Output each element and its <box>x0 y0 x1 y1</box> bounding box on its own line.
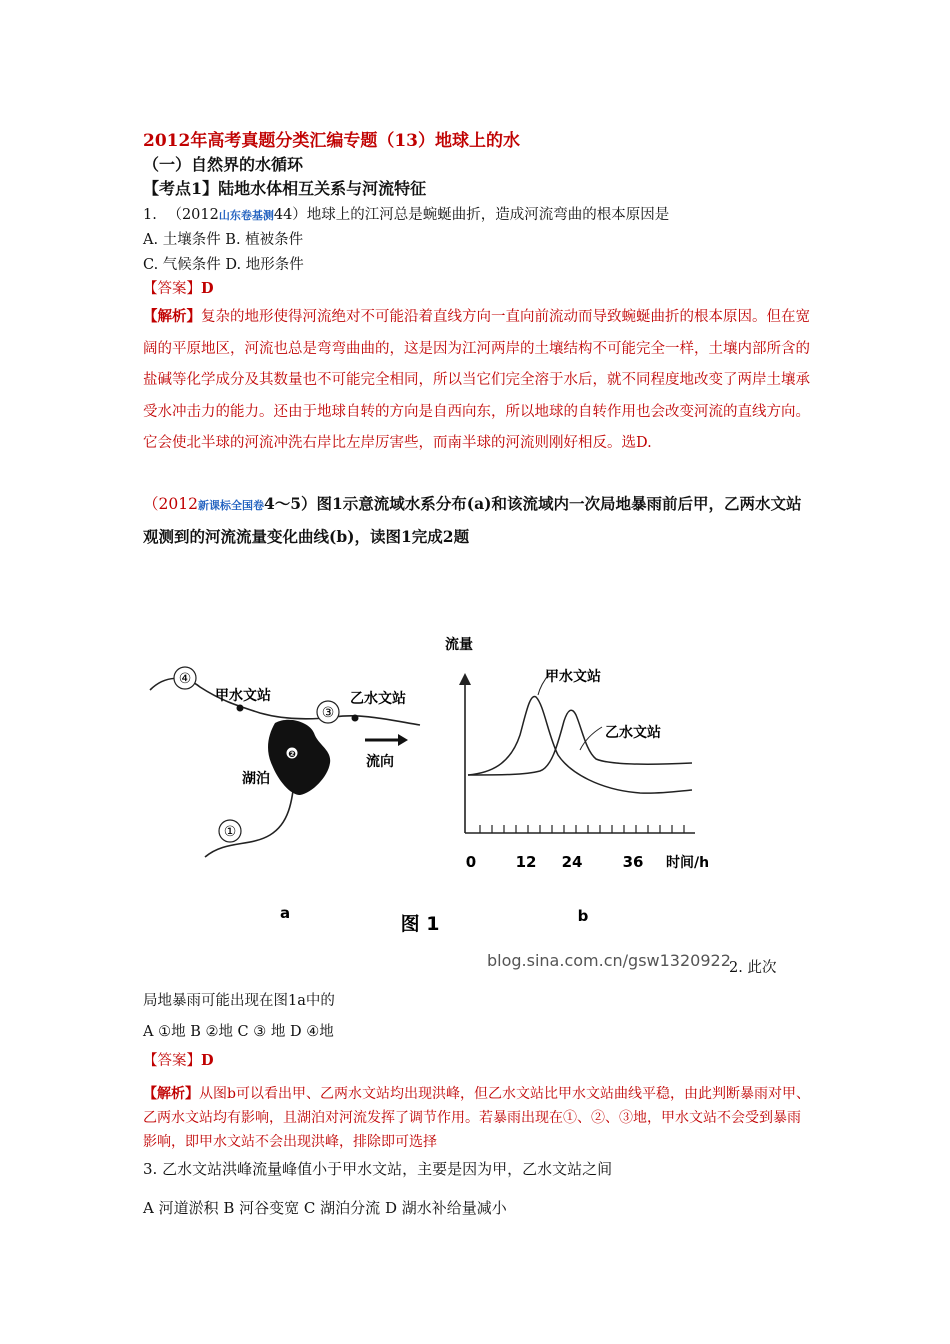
curve-jia <box>468 696 692 793</box>
q2-expl-text: 从图b可以看出甲、乙两水文站均出现洪峰，但乙水文站比甲水文站曲线平稳，由此判断暴雨对甲、乙两水文站均有影响，且湖泊对河流发挥了调节作用。若暴雨出现在①、②、③地，甲水文站不会受到暴雨影响，即甲水文站不会出现洪峰，排除即可选择 <box>143 1086 810 1150</box>
b-minor-ticks <box>480 825 684 833</box>
intro-source: 新课标全国卷 <box>197 499 264 512</box>
q1-pre: （2012 <box>167 207 219 223</box>
intro-year: （2012 <box>143 495 198 513</box>
label-2: ❷ <box>288 750 296 760</box>
q2-stem: 局地暴雨可能出现在图1a中的 <box>143 993 335 1009</box>
q1-options-line2: C. 气候条件 D. 地形条件 <box>143 257 304 273</box>
b-tick-12: 12 <box>515 853 537 871</box>
flow-arrow-icon <box>398 734 408 746</box>
lake-label: 湖泊 <box>242 771 270 787</box>
caption-b: b <box>577 907 589 925</box>
label-4: ④ <box>178 671 192 687</box>
q2-answer-label: 【答案】 <box>143 1053 201 1069</box>
figure-1 <box>140 625 820 975</box>
station-jia-dot <box>237 705 244 712</box>
curve-yi-label: 乙水文站 <box>605 725 661 741</box>
q1-number: 1. <box>143 207 157 223</box>
q3-stem: 3. 乙水文站洪峰流量峰值小于甲水文站，主要是因为甲，乙水文站之间 <box>143 1160 613 1178</box>
b-tick-24: 24 <box>561 853 583 871</box>
label-3: ③ <box>321 705 335 721</box>
flow-direction-label: 流向 <box>366 754 394 770</box>
q1-expl-text: 复杂的地形使得河流绝对不可能沿着直线方向一直向前流动而导致蜿蜒曲折的根本原因。但在宽阔的平原地区，河流也总是弯弯曲曲的，这是因为江河两岸的土壤结构不可能完全一样，土壤内部所含的盐碱等化学成分及其数量也不可能完全相同，所以当它们完全溶于水后，就不同程度地改变了两岸土壤承受水冲击力的能力。还由于地球自转的方向是自西向东，所以地球的自转作用也会改变河流的直线方向。它会使北半球的河流冲洗右岸比左岸厉害些，而南半球的河流则刚好相反。选D. <box>143 309 810 451</box>
figure-b-chart <box>445 636 709 925</box>
blog-watermark: blog.sina.com.cn/gsw1320922 <box>487 951 731 970</box>
intro-text: 4～5）图1示意流域水系分布(a)和该流域内一次局地暴雨前后甲，乙两水文站观测到的河流流量变化曲线(b)，读图1完成2题 <box>143 494 802 546</box>
b-tick-36: 36 <box>622 853 644 871</box>
q2-answer <box>143 1049 214 1070</box>
curve-jia-label: 甲水文站 <box>545 669 601 685</box>
q1-answer-label: 【答案】 <box>143 281 201 297</box>
q2-number: 2. 此次 <box>729 960 777 976</box>
caption-a: a <box>279 904 291 922</box>
q1-source: 山东卷基测 <box>218 209 274 222</box>
b-xlabel: 时间/h <box>666 855 710 871</box>
q1-answer <box>143 277 214 298</box>
q2-explanation <box>143 1082 813 1154</box>
b-y-axis-arrow-icon <box>459 673 471 685</box>
lake-shape <box>268 720 330 795</box>
b-tick-0: 0 <box>465 853 477 871</box>
tributary-river <box>205 775 295 857</box>
station-jia-label: 甲水文站 <box>215 688 271 704</box>
q2-expl-label: 【解析】 <box>143 1086 199 1102</box>
label-1: ① <box>223 824 237 840</box>
figure-title: 图 1 <box>400 913 440 935</box>
figure-intro <box>143 488 813 552</box>
q1-post: 44）地球上的江河总是蜿蜒曲折，造成河流弯曲的根本原因是 <box>273 207 670 223</box>
curve-yi <box>468 710 692 775</box>
figure-a-map <box>150 667 420 922</box>
q2-options: A ①地 B ②地 C ③ 地 D ④地 <box>143 1024 334 1040</box>
q1-explanation <box>143 301 813 460</box>
b-ylabel: 流量 <box>445 637 473 653</box>
q1-expl-label: 【解析】 <box>143 308 201 325</box>
station-yi-dot <box>352 715 359 722</box>
q3-options: A 河道淤积 B 河谷变宽 C 湖泊分流 D 湖水补给量减小 <box>143 1199 507 1217</box>
leader-yi <box>580 727 602 750</box>
topic-heading: 【考点1】陆地水体相互关系与河流特征 <box>143 179 427 198</box>
q1-answer-value: D <box>201 280 214 297</box>
doc-title: 2012年高考真题分类汇编专题（13）地球上的水 <box>143 131 520 151</box>
q1-options-line1: A. 土壤条件 B. 植被条件 <box>143 232 304 248</box>
q1-stem <box>143 203 669 224</box>
q2-answer-value: D <box>201 1052 214 1069</box>
section-heading: （一）自然界的水循环 <box>143 155 304 174</box>
station-yi-label: 乙水文站 <box>350 691 406 707</box>
